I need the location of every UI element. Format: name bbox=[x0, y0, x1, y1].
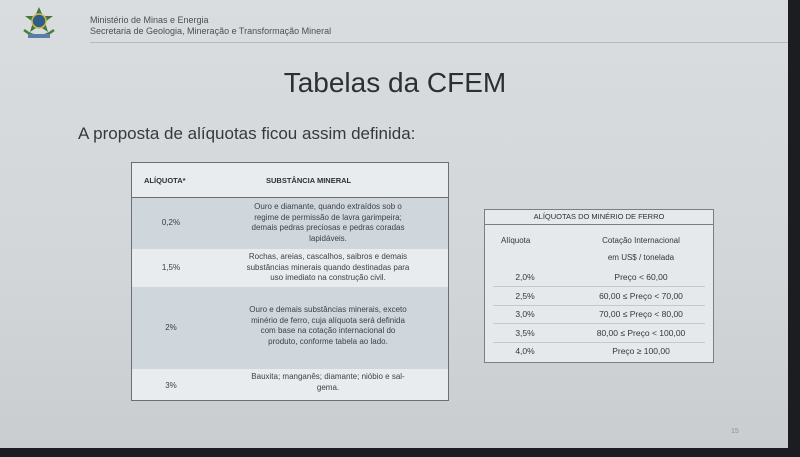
screen-edge-right bbox=[788, 0, 800, 457]
iron-rate-cell: 4,0% bbox=[515, 346, 535, 356]
table-row bbox=[132, 287, 448, 369]
organization-name bbox=[90, 15, 331, 37]
screen-edge-bottom bbox=[0, 448, 800, 457]
rate-cell: 2% bbox=[165, 323, 177, 332]
ministry-name: Ministério de Minas e Energia bbox=[90, 15, 209, 25]
substance-cell bbox=[216, 202, 440, 244]
row-divider bbox=[493, 323, 705, 324]
substance-line: demais pedras preciosas e pedras coradas bbox=[251, 223, 405, 232]
iron-price-cell: Preço ≥ 100,00 bbox=[612, 346, 670, 356]
iron-price-cell: 70,00 ≤ Preço < 80,00 bbox=[599, 309, 683, 319]
iron-rate-cell: 3,0% bbox=[515, 309, 535, 319]
table-title: ALÍQUOTAS DO MINÉRIO DE FERRO bbox=[485, 210, 713, 225]
rate-cell: 0,2% bbox=[161, 218, 181, 227]
table-row bbox=[132, 369, 448, 400]
row-divider bbox=[493, 305, 705, 306]
iron-price-cell: 60,00 ≤ Preço < 70,00 bbox=[599, 291, 683, 301]
substance-line: Bauxita; manganês; diamante; nióbio e sal- bbox=[251, 372, 405, 381]
substance-line: regime de permissão de lavra garimpeira; bbox=[254, 212, 402, 222]
table-header bbox=[132, 163, 448, 198]
substance-line: gema. bbox=[316, 382, 340, 392]
substance-line: Rochas, areias, cascalhos, saibros e demais bbox=[248, 252, 408, 261]
column-header-price: Cotação Internacional bbox=[602, 236, 680, 245]
substance-line: uso imediato na construção civil. bbox=[270, 273, 386, 282]
substance-line: produto, conforme tabela ao lado. bbox=[268, 336, 388, 346]
header-divider bbox=[90, 42, 790, 43]
substance-line: minério de ferro, cuja alíquota será definida bbox=[251, 315, 405, 325]
substance-line: Ouro e demais substâncias minerais, exceto bbox=[249, 305, 407, 314]
row-divider bbox=[493, 342, 705, 343]
substance-cell bbox=[216, 305, 440, 347]
iron-price-cell: Preço < 60,00 bbox=[614, 272, 668, 282]
slide-title: Tabelas da CFEM bbox=[283, 67, 507, 98]
row-divider bbox=[493, 286, 705, 287]
iron-price-cell: 80,00 ≤ Preço < 100,00 bbox=[596, 328, 686, 338]
substance-cell bbox=[216, 252, 440, 284]
rate-cell: 3% bbox=[165, 381, 177, 390]
iron-rate-cell: 3,5% bbox=[515, 328, 535, 338]
table-row bbox=[132, 198, 448, 249]
secretariat-name: Secretaria de Geologia, Mineração e Transformação Mineral bbox=[90, 26, 332, 36]
substance-line: substâncias minerais quando destinadas para bbox=[246, 262, 410, 272]
mineral-rates-table bbox=[131, 162, 449, 401]
page-number: 15 bbox=[731, 428, 739, 435]
substance-line: Ouro e diamante, quando extraídos sob o bbox=[254, 202, 402, 211]
substance-cell bbox=[216, 372, 440, 393]
substance-line: com base na cotação internacional do bbox=[260, 326, 396, 335]
iron-rate-cell: 2,0% bbox=[515, 272, 535, 282]
iron-rate-cell: 2,5% bbox=[515, 291, 535, 301]
column-header-substance: SUBSTÂNCIA MINERAL bbox=[266, 176, 352, 185]
table-row bbox=[132, 249, 448, 287]
column-header-rate: Alíquota bbox=[501, 236, 531, 245]
iron-ore-rates-table bbox=[484, 209, 714, 363]
slide-header bbox=[12, 4, 782, 40]
coat-of-arms-icon bbox=[18, 6, 60, 40]
rate-cell: 1,5% bbox=[161, 263, 181, 272]
substance-line: lapidáveis. bbox=[309, 233, 347, 243]
column-header-rate: ALÍQUOTA* bbox=[144, 176, 186, 185]
column-header-price-unit: em US$ / tonelada bbox=[607, 253, 675, 262]
slide-intro-text: A proposta de alíquotas ficou assim definida: bbox=[78, 124, 416, 143]
